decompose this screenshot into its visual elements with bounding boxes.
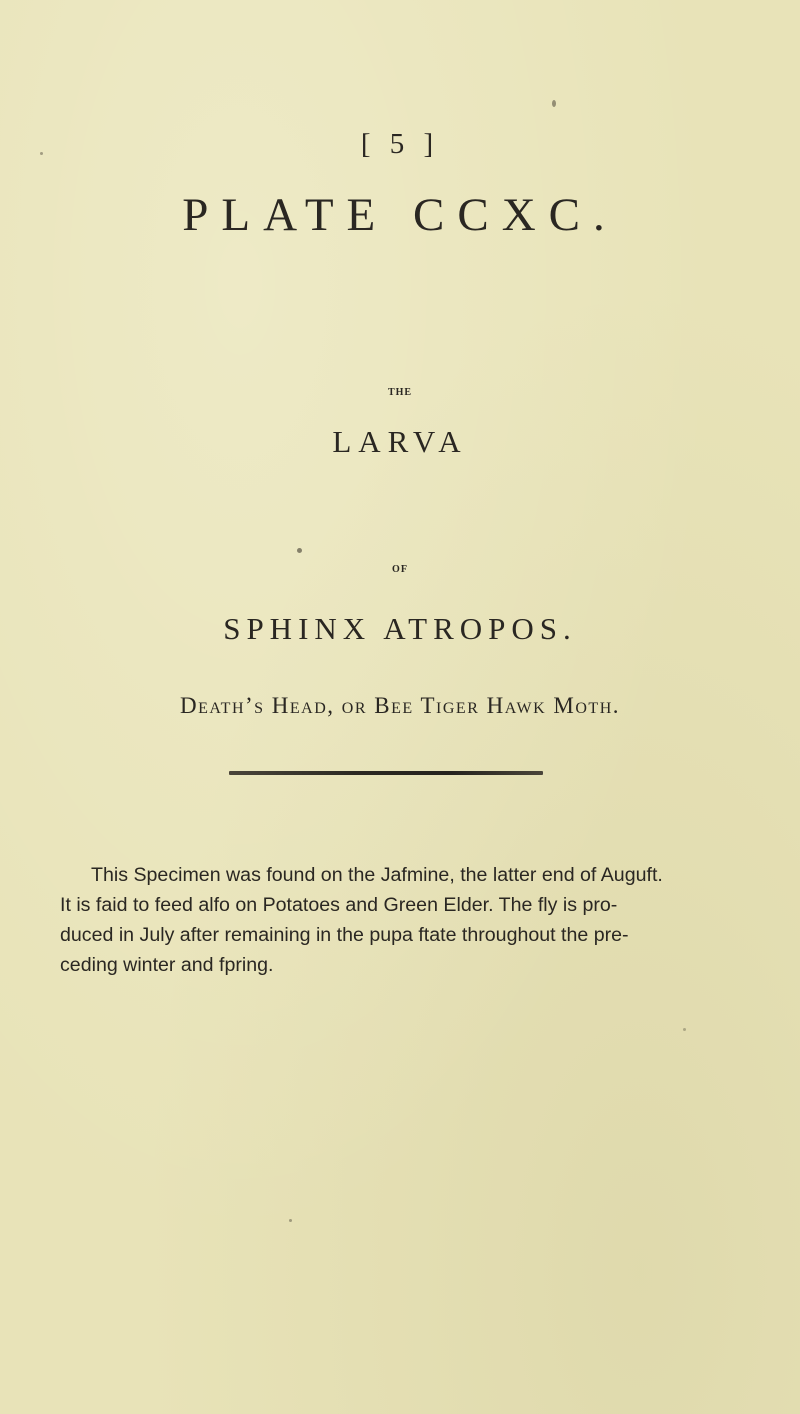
heading-of: OF (392, 564, 408, 575)
paper-speck (289, 1219, 292, 1222)
heading-the: THE (387, 387, 413, 398)
paper-speck (683, 1028, 686, 1031)
heading-larva: LARVA (332, 424, 468, 459)
paper-speck (552, 100, 556, 107)
plate-title: PLATE CCXC. (182, 189, 618, 241)
paper-speck (40, 152, 43, 155)
paragraph-line-3: duced in July after remaining in the pupa ftate throughout the pre- (60, 924, 629, 946)
divider-rule (229, 771, 543, 775)
page-number: [ 5 ] (360, 128, 440, 160)
paragraph-line-1: This Specimen was found on the Jafmine, the latter end of Auguft. (91, 864, 663, 886)
paragraph-line-4: ceding winter and fpring. (60, 954, 274, 976)
species-name: SPHINX ATROPOS. (223, 611, 577, 646)
paragraph-line-2: It is faid to feed alfo on Potatoes and Green Elder. The fly is pro- (60, 894, 618, 916)
paper-speck (297, 548, 302, 553)
common-name: Death’s Head, or Bee Tiger Hawk Moth. (180, 693, 620, 718)
description-paragraph (0, 860, 800, 990)
